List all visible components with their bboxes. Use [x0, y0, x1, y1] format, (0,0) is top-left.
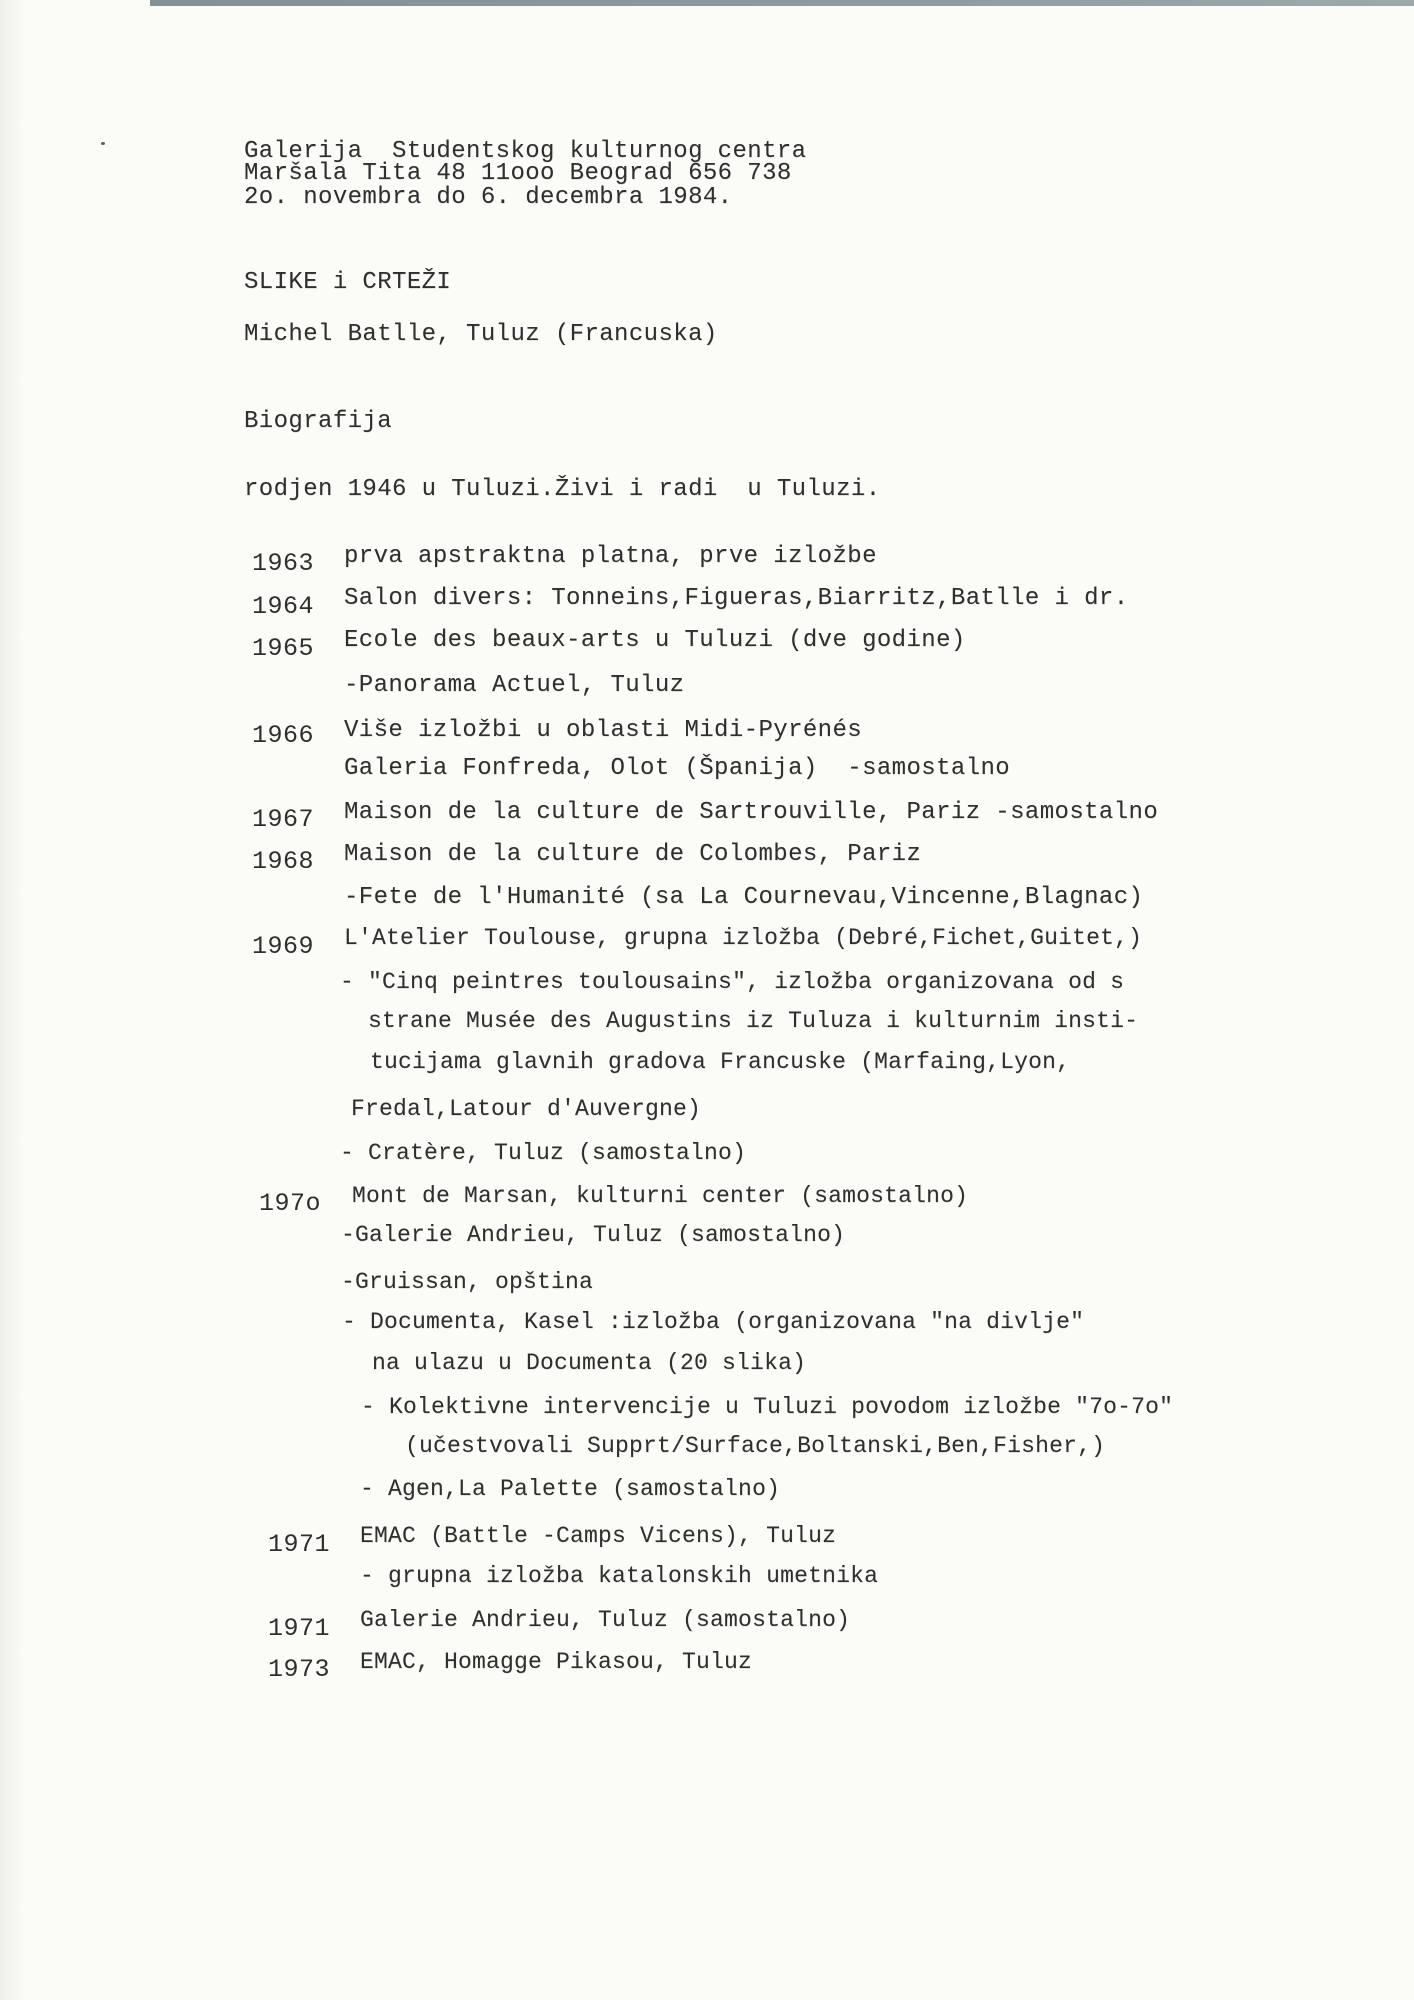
entry-1970-documenta: - Documenta, Kasel :izložba (organizovana "na divlje": [342, 1309, 1085, 1335]
entry-1963: prva apstraktna platna, prve izložbe: [344, 543, 877, 570]
entry-1969-group-show: - "Cinq peintres toulousains", izložba organizovana od s: [340, 969, 1125, 995]
exhibition-title: SLIKE i CRTEŽI: [244, 269, 452, 296]
year-1968: 1968: [252, 847, 315, 876]
entry-1968-continuation: -Fete de l'Humanité (sa La Cournevau,Vincenne,Blagnac): [344, 884, 1144, 911]
entry-1971-emac: EMAC (Battle -Camps Vicens), Tuluz: [360, 1523, 837, 1549]
entry-1966-continuation: Galeria Fonfreda, Olot (Španija) -samostalno: [344, 755, 1011, 782]
entry-1970-agen: - Agen,La Palette (samostalno): [360, 1476, 781, 1502]
entry-1968: Maison de la culture de Colombes, Pariz: [344, 841, 922, 868]
entry-1969-group-show-line-2: strane Musée des Augustins iz Tuluza i kulturnim insti-: [368, 1008, 1139, 1034]
artist-line: Michel Batlle, Tuluz (Francuska): [244, 321, 718, 348]
year-1965: 1965: [252, 634, 315, 663]
year-1967: 1967: [252, 805, 315, 834]
header-line-gallery: Galerija Studentskog kulturnog centra: [244, 138, 807, 165]
entry-1971-galerie-andrieu: Galerie Andrieu, Tuluz (samostalno): [360, 1607, 851, 1633]
year-1971-second: 1971: [268, 1614, 331, 1643]
header-line-address: Maršala Tita 48 11ooo Beograd 656 738: [244, 160, 792, 187]
entry-1964: Salon divers: Tonneins,Figueras,Biarritz,Batlle i dr.: [344, 585, 1129, 612]
entry-1970-collective-interventions-line-2: (učestvovali Supprt/Surface,Boltanski,Ben,Fisher,): [405, 1433, 1106, 1459]
entry-1966: Više izložbi u oblasti Midi-Pyrénés: [344, 717, 863, 744]
entry-1970-collective-interventions: - Kolektivne intervencije u Tuluzi povodom izložbe "7o-7o": [361, 1394, 1174, 1420]
year-1973: 1973: [268, 1655, 331, 1684]
biography-intro: rodjen 1946 u Tuluzi.Živi i radi u Tuluzi.: [244, 476, 881, 503]
entry-1965: Ecole des beaux-arts u Tuluzi (dve godine): [344, 627, 966, 654]
year-1969: 1969: [252, 932, 315, 961]
year-1966: 1966: [252, 721, 315, 750]
entry-1970-gruissan: -Gruissan, opština: [341, 1269, 594, 1295]
left-paper-fold: [0, 0, 24, 2000]
year-1964: 1964: [252, 592, 315, 621]
entry-1969-cratere: - Cratère, Tuluz (samostalno): [340, 1140, 747, 1166]
entry-1970-galerie-andrieu: -Galerie Andrieu, Tuluz (samostalno): [341, 1222, 846, 1248]
entry-1969-group-show-line-3: tucijama glavnih gradova Francuske (Marfaing,Lyon,: [370, 1049, 1071, 1075]
paper-speck: [101, 142, 105, 145]
biography-heading: Biografija: [244, 408, 393, 435]
entry-1967: Maison de la culture de Sartrouville, Pariz -samostalno: [344, 799, 1159, 826]
entry-1965-continuation: -Panorama Actuel, Tuluz: [344, 672, 685, 699]
header-line-dates: 2o. novembra do 6. decembra 1984.: [244, 184, 733, 211]
entry-1969: L'Atelier Toulouse, grupna izložba (Debré,Fichet,Guitet,): [344, 925, 1143, 951]
entry-1969-group-show-line-4: Fredal,Latour d'Auvergne): [351, 1096, 702, 1122]
entry-1970: Mont de Marsan, kulturni center (samostalno): [352, 1183, 969, 1209]
year-1970: 197o: [259, 1189, 322, 1218]
year-1971-first: 1971: [268, 1530, 331, 1559]
year-1963: 1963: [252, 549, 315, 578]
entry-1973: EMAC, Homagge Pikasou, Tuluz: [360, 1649, 753, 1675]
entry-1970-documenta-line-2: na ulazu u Documenta (20 slika): [372, 1350, 807, 1376]
entry-1971-catalan-group-show: - grupna izložba katalonskih umetnika: [360, 1563, 879, 1589]
top-paper-edge: [150, 0, 1414, 6]
